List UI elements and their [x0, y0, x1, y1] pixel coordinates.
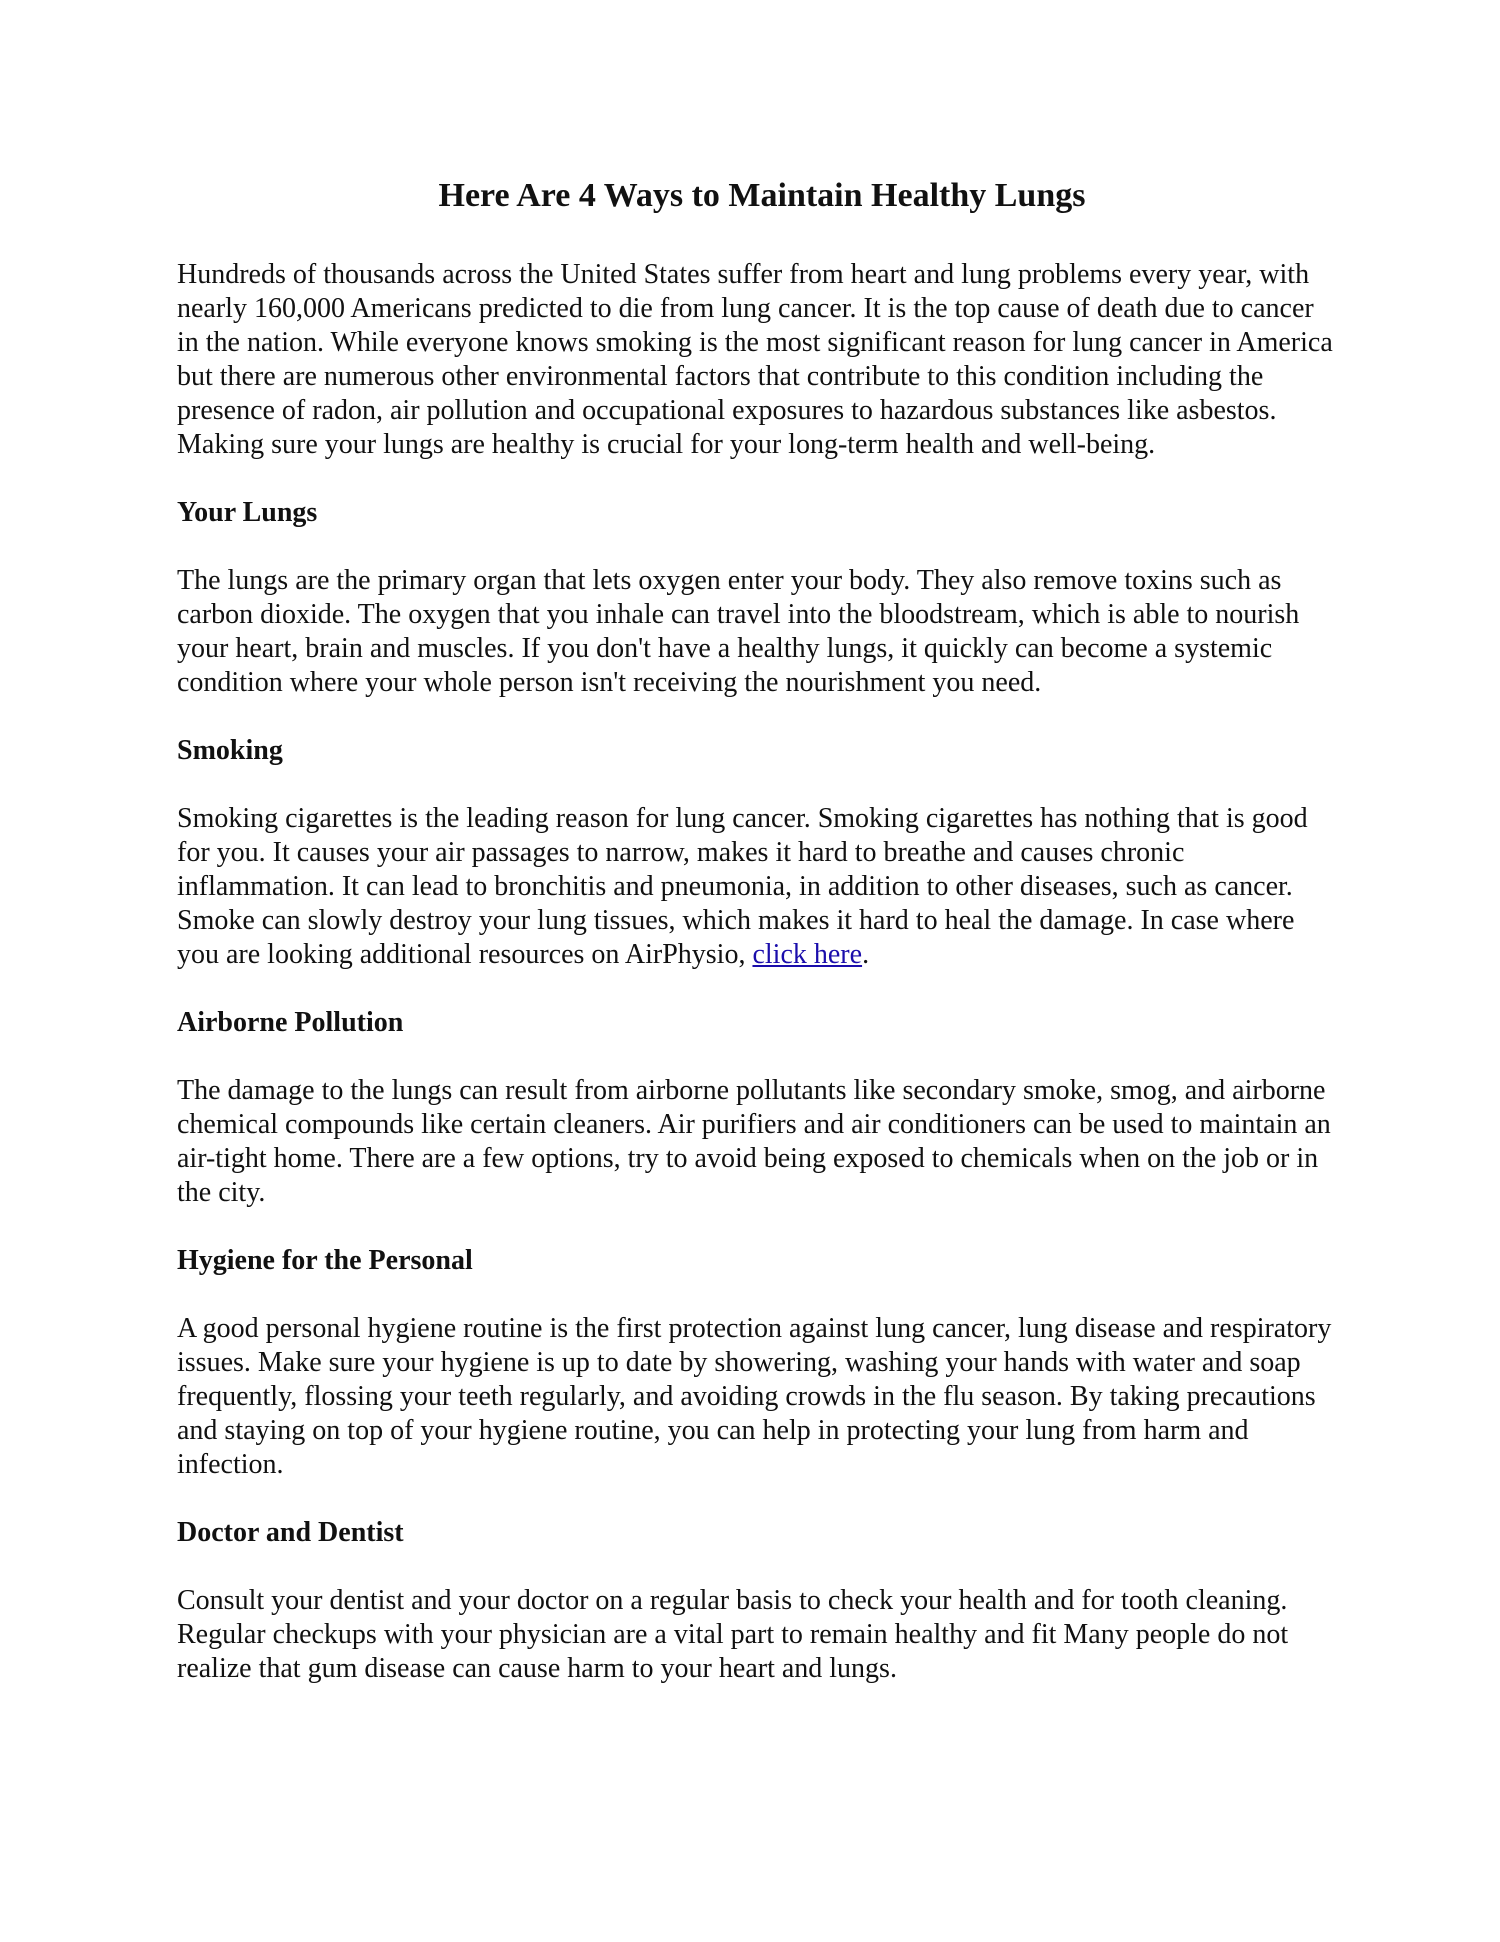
smoking-text: Smoking cigarettes is the leading reason for lung cancer. Smoking cigarettes has nothing that is good for you. It causes your air passages to narrow, makes it hard to breathe and causes chronic inflammation. It can lead to bronchitis and pneumonia, in addition to other diseases, such as cancer. Smoke can slowly destroy your lung tissues, which makes it hard to heal the damage. In case where you are looking additional resources on AirPhysio,: [177, 803, 1308, 970]
spacer: [177, 972, 1337, 1006]
section-body-your-lungs: The lungs are the primary organ that lets oxygen enter your body. They also remove toxins such as carbon dioxide. The oxygen that you inhale can travel into the bloodstream, which is able to nourish your heart, brain and muscles. If you don't have a healthy lungs, it quickly can become a systemic condition where your whole person isn't receiving the nourishment you need.: [177, 565, 1300, 698]
spacer: [177, 700, 1337, 734]
section-heading-hygiene: Hygiene for the Personal: [177, 1245, 473, 1276]
section-heading-your-lungs: Your Lungs: [177, 497, 318, 528]
section-body-doctor-dentist: Consult your dentist and your doctor on a regular basis to check your health and for tooth cleaning. Regular checkups with your physician are a vital part to remain healthy and fit Many people do not realize that gum disease can cause harm to your heart and lungs.: [177, 1585, 1289, 1684]
page-title: Here Are 4 Ways to Maintain Healthy Lungs: [438, 177, 1086, 214]
spacer: [177, 530, 1337, 564]
section-body-airborne-pollution: The damage to the lungs can result from airborne pollutants like secondary smoke, smog, and airborne chemical compounds like certain cleaners. Air purifiers and air conditioners can be used to maintain an air-tight home. There are a few options, try to avoid being exposed to chemicals when on the job or in the city.: [177, 1075, 1331, 1208]
spacer: [177, 1040, 1337, 1074]
document-page: [177, 172, 1337, 1686]
spacer: [177, 1550, 1337, 1584]
spacer: [177, 1210, 1337, 1244]
spacer: [177, 220, 1337, 258]
section-body-smoking: [177, 802, 1337, 972]
section-heading-smoking: Smoking: [177, 735, 283, 766]
section-body-hygiene: A good personal hygiene routine is the first protection against lung cancer, lung disease and respiratory issues. Make sure your hygiene is up to date by showering, washing your hands with water and soap frequently, flossing your teeth regularly, and avoiding crowds in the flu season. By taking precautions and staying on top of your hygiene routine, you can help in protecting your lung from harm and infection.: [177, 1313, 1332, 1480]
spacer: [177, 1278, 1337, 1312]
section-heading-airborne-pollution: Airborne Pollution: [177, 1007, 404, 1038]
smoking-text-end: .: [862, 939, 870, 970]
spacer: [177, 462, 1337, 496]
click-here-link[interactable]: click here: [752, 939, 863, 970]
section-heading-doctor-dentist: Doctor and Dentist: [177, 1517, 404, 1548]
spacer: [177, 1482, 1337, 1516]
spacer: [177, 768, 1337, 802]
intro-paragraph: Hundreds of thousands across the United States suffer from heart and lung problems every year, with nearly 160,000 Americans predicted to die from lung cancer. It is the top cause of death due to cancer in the nation. While everyone knows smoking is the most significant reason for lung cancer in America but there are numerous other environmental factors that contribute to this condition including the presence of radon, air pollution and occupational exposures to hazardous substances like asbestos. Making sure your lungs are healthy is crucial for your long-term health and well-being.: [177, 259, 1333, 460]
